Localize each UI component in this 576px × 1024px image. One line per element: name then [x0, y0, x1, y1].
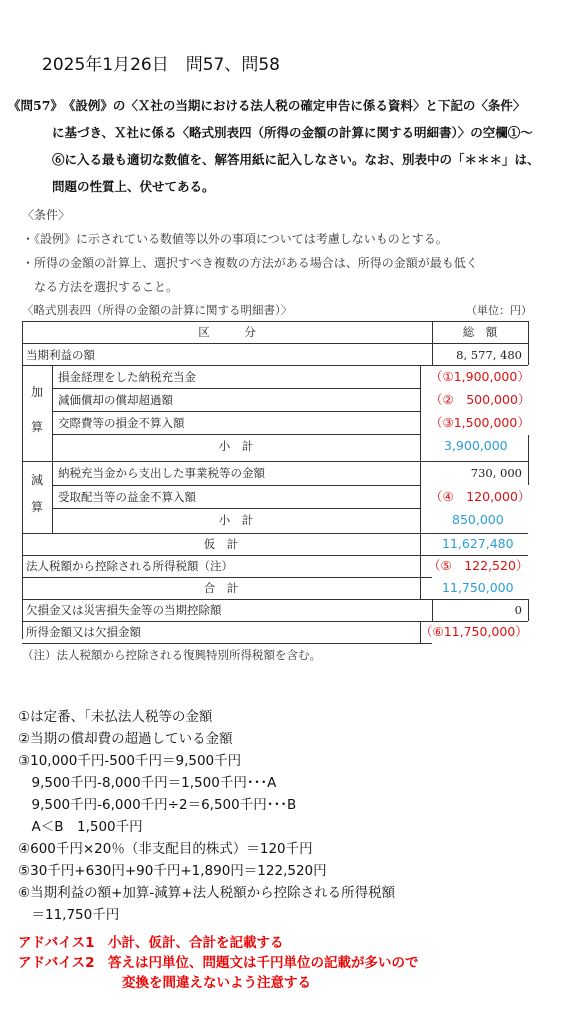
question-line-4: 問題の性質上、伏せてある。 — [52, 179, 215, 194]
answer-3-value: （③1,500,000） — [430, 415, 530, 430]
advice-1: アドバイス1 小計、仮計、合計を記載する — [18, 935, 284, 951]
explanation-line: 9,500千円-6,000千円÷2＝6,500千円･･･B — [18, 797, 297, 813]
sub-section-label-2: 算 — [31, 500, 44, 514]
table-bottom-border — [22, 643, 432, 644]
col-divider — [528, 461, 529, 485]
col-divider — [420, 365, 421, 461]
col-divider — [420, 555, 421, 577]
table-note: （注）法人税額から控除される復興特別所得税額を含む。 — [22, 648, 321, 662]
question-line-2: に基づき、Ｘ社に係る〈略式別表四（所得の金額の計算に関する明細書）〉の空欄①〜 — [52, 125, 533, 140]
conditions-heading: 〈条件〉 — [22, 208, 71, 222]
add-row-label: 交際費等の損金不算入額 — [58, 416, 185, 430]
add-row-label: 損金経理をした納税充当金 — [58, 370, 196, 384]
provisional-total-label: 仮 計 — [203, 537, 239, 551]
answer-2-value: （② 500,000） — [430, 392, 531, 407]
answer-1-value: （①1,900,000） — [430, 369, 530, 384]
tax-credit-label: 法人税額から控除される所得税額（注） — [26, 559, 233, 573]
loss-deduction-label: 欠損金又は災害損失金等の当期控除額 — [26, 603, 222, 617]
answer-5-value: （⑤ 122,520） — [428, 558, 529, 573]
advice-2: アドバイス2 答えは円単位、問題文は千円単位の記載が多いので — [18, 955, 419, 971]
add-section-label-2: 算 — [31, 420, 44, 434]
add-subtotal-label: 小 計 — [218, 439, 254, 453]
condition-item-3: なる方法を選択すること。 — [22, 280, 179, 294]
question-line-3: ⑥に入る最も適切な数値を、解答用紙に記入しなさい。なお、別表中の「＊＊＊」は、 — [52, 152, 540, 167]
answer-6-value: （⑥11,750,000） — [420, 624, 528, 639]
add-subtotal-value: 3,900,000 — [444, 438, 508, 453]
advice-2-continued: 変換を間違えないよう注意する — [122, 975, 311, 991]
condition-item-2: ・所得の金額の計算上、選択すべき複数の方法がある場合は、所得の金額が最も低く — [22, 256, 478, 270]
explanation-line: ②当期の償却費の超過している金額 — [18, 731, 233, 747]
explanation-line: ①は定番、｢未払法人税等の金額 — [18, 709, 213, 725]
net-income-value: 8, 577, 480 — [456, 348, 522, 362]
explanation-line: A＜B 1,500千円 — [18, 819, 143, 835]
provisional-total-value: 11,627,480 — [442, 536, 514, 551]
add-row-label: 減価償却の償却超過額 — [58, 393, 173, 407]
explanation-line: ⑥当期利益の額+加算-減算+法人税額から控除される所得税額 — [18, 885, 396, 901]
answer-4-value: （④ 120,000） — [430, 489, 531, 504]
explanation-line: ⑤30千円+630円+90千円+1,890円＝122,520円 — [18, 863, 327, 879]
column-header-category: 区 分 — [198, 325, 256, 339]
table-unit: （単位：円） — [466, 304, 532, 317]
col-divider — [528, 599, 529, 621]
sub-section-label-1: 減 — [31, 473, 44, 487]
table-right-border — [528, 321, 529, 365]
sub-row-label: 受取配当等の益金不算入額 — [58, 490, 196, 504]
sub-subtotal-label: 小 計 — [218, 513, 254, 527]
add-section-label-1: 加 — [31, 385, 44, 399]
sub-row-label: 納税充当金から支出した事業税等の金額 — [58, 466, 265, 480]
col-divider — [420, 461, 421, 533]
explanation-line: 9,500千円-8,000千円＝1,500千円･･･A — [18, 775, 277, 791]
col-divider — [420, 577, 421, 599]
business-tax-value: 730, 000 — [470, 466, 522, 480]
explanation-line: ④600千円×20％（非支配目的株式）＝120千円 — [18, 841, 313, 857]
total-label: 合 計 — [203, 581, 239, 595]
condition-item-1: ・《設例》に示されている数値等以外の事項については考慮しないものとする。 — [22, 232, 448, 246]
loss-deduction-value: 0 — [514, 603, 522, 617]
column-header-amount: 総 額 — [462, 325, 498, 339]
sub-subtotal-value: 850,000 — [452, 512, 504, 527]
table-caption: 〈略式別表四（所得の金額の計算に関する明細書）〉 — [22, 303, 293, 317]
income-amount-label: 所得金額又は欠損金額 — [26, 625, 141, 639]
col-divider — [528, 435, 529, 461]
total-value: 11,750,000 — [442, 580, 514, 595]
page-title: 2025年1月26日 問57、問58 — [42, 55, 280, 75]
explanation-line: ＝11,750千円 — [18, 907, 120, 923]
net-income-label: 当期利益の額 — [26, 348, 95, 362]
question-line-1: 《問57》 《設例》の〈Ｘ社の当期における法人税の確定申告に係る資料〉と下記の〈条件〉 — [8, 98, 526, 113]
explanation-line: ③10,000千円-500千円＝9,500千円 — [18, 753, 242, 769]
col-divider — [420, 533, 421, 555]
